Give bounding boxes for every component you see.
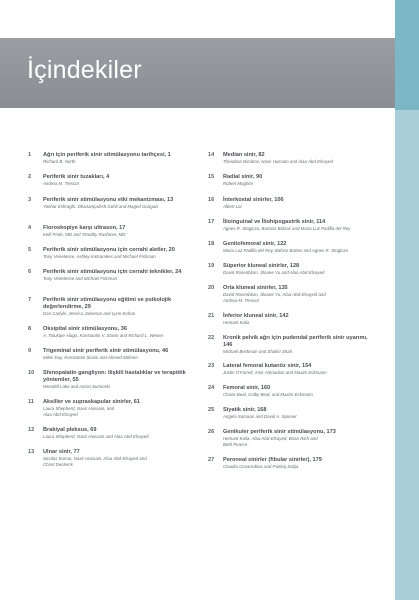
toc-entry[interactable] — [28, 197, 198, 210]
chapter-authors: Dan Carlyle, Jessica Jameson and Lynn Kohan — [43, 311, 136, 316]
toc-entry[interactable] — [208, 313, 378, 326]
chapter-title[interactable]: Genikuler periferik sinir stimülasyonu, 173 — [223, 429, 336, 435]
chapter-authors: Kelli Pride, MD and Timothy Rushmer, MD — [43, 232, 126, 237]
chapter-number: 13 — [28, 449, 35, 455]
chapter-number: 16 — [208, 197, 215, 203]
chapter-authors: Albert Lai — [223, 204, 242, 209]
chapter-number: 25 — [208, 407, 215, 413]
toc-entry[interactable] — [208, 285, 378, 304]
chapter-number: 6 — [28, 269, 32, 275]
chapter-authors: Wendell Lake and Aaron Suminski — [43, 384, 110, 389]
chapter-title[interactable]: Oksipital sinir stimülasyonu, 36 — [43, 326, 127, 332]
chapter-title[interactable]: Periferik sinir stimülasyonu için cerrahi teknikler, 24 — [43, 269, 182, 275]
toc-entry[interactable] — [208, 335, 378, 355]
chapter-number: 7 — [28, 297, 32, 303]
chapter-title[interactable]: Floroskopiye karşı ultrason, 17 — [43, 225, 126, 231]
toc-entry[interactable] — [208, 457, 378, 470]
chapter-authors: Miles Day, Konstantin Slavin and Ahmed Mohren — [43, 355, 138, 360]
chapter-authors: Christ Declerck — [43, 462, 73, 467]
toc-entry[interactable] — [28, 269, 198, 282]
chapter-title[interactable]: Peroneal sinirler (fibular sinirler), 179 — [223, 457, 322, 463]
toc-entry[interactable] — [208, 241, 378, 254]
chapter-title[interactable]: Periferik sinir tuzakları, 4 — [43, 174, 110, 180]
chapter-number: 26 — [208, 429, 215, 435]
chapter-title[interactable]: Brakiyal pleksus, 69 — [43, 427, 97, 433]
chapter-number: 24 — [208, 385, 215, 391]
chapter-authors: Laura Shepherd, Nasir Hussain, and — [43, 406, 115, 411]
chapter-authors: Tony Venetesse, Ashley Katsarakes and Michael Fishman — [43, 254, 156, 259]
chapter-title[interactable]: Sfenopalatin gangliyon: ilişkili hastalıklar ve terapötik yöntemler, 55 — [43, 370, 186, 383]
chapter-authors: Hemant Kalia, Alaa Abd-Elsayed, Brian Rich and — [223, 436, 318, 441]
chapter-title[interactable]: Siyatik sinir, 168 — [223, 407, 267, 413]
toc-entry[interactable] — [28, 152, 198, 165]
chapter-number: 27 — [208, 457, 215, 463]
chapter-authors: Angela Samaan and David A. Spinner — [223, 414, 297, 419]
chapter-title[interactable]: Lateral femoral kutanöz sinir, 154 — [223, 363, 312, 369]
toc-entry[interactable] — [208, 197, 378, 210]
chapter-authors: Maria Luz Padilla del Rey, Bafosz Bartos and Agnes R. Stogicza — [223, 248, 348, 253]
chapter-number: 4 — [28, 225, 32, 231]
chapter-authors: Agnes R. Stogicza, Bartosz Bolzas and Maria Luz Padilla del Rey — [223, 226, 351, 231]
chapter-authors: Nicolas Kumar, Nasir Hussain, Alaa Abd-Elsayed and — [43, 456, 147, 461]
chapter-title[interactable]: Trigeminal sinir periferik sinir stimülasyonu, 46 — [43, 348, 169, 354]
toc-entry[interactable] — [28, 297, 198, 317]
chapter-authors: David Rosenblum, Sloane Yu and Alaa Abd-Elsayed — [223, 270, 325, 275]
chapter-number: 18 — [208, 241, 215, 247]
chapter-title[interactable]: Ağrı için periferik sinir stimülasyonu tarihçesi, 1 — [43, 152, 171, 158]
toc-entry[interactable] — [208, 429, 378, 448]
page-title: İçindekiler — [27, 56, 142, 84]
toc-entry[interactable] — [28, 326, 198, 339]
chapter-title[interactable]: Süperior kluneal sinirler, 128 — [223, 263, 300, 269]
chapter-number: 21 — [208, 313, 215, 319]
toc-entry[interactable] — [208, 174, 378, 187]
chapter-number: 15 — [208, 174, 215, 180]
chapter-number: 22 — [208, 335, 215, 341]
toc-entry[interactable] — [28, 370, 198, 390]
chapter-authors: Hemant Kalia — [223, 320, 250, 325]
chapter-number: 20 — [208, 285, 215, 291]
chapter-title[interactable]: İlioinguinal ve İliohipogastrik sinir, 114 — [223, 219, 326, 225]
toc-entry[interactable] — [28, 174, 198, 187]
chapter-authors: Yashar Eshraghi, Dhanampahsh Gohil and Maged Guirguis — [43, 204, 159, 209]
toc-entry[interactable] — [208, 385, 378, 398]
chapter-number: 23 — [208, 363, 215, 369]
chapter-authors: A. Tolulope Alugo, Konstantin V. Slavin and Richard L. Weiner — [43, 333, 164, 338]
chapter-authors: Tony Venetesse and Michael Fishman — [43, 276, 118, 281]
chapter-number: 5 — [28, 247, 32, 253]
chapter-authors: Robert Moghim — [223, 181, 254, 186]
toc-entry[interactable] — [28, 348, 198, 361]
chapter-number: 14 — [208, 152, 215, 158]
chapter-number: 10 — [28, 370, 35, 376]
toc-entry[interactable] — [208, 263, 378, 276]
toc-entry[interactable] — [28, 449, 198, 468]
chapter-authors: Beth Pearce — [223, 442, 248, 447]
chapter-authors: Claudia Covarrubias and Pankaj Satija — [223, 464, 299, 469]
chapter-authors: Laura Shepherd, Nasir Hussain and Alaa Abd-Elsayed — [43, 434, 149, 439]
chapter-title[interactable]: Kronik pelvik ağrı için pudendal periferik sinir uyarımı, 146 — [223, 335, 368, 348]
chapter-title[interactable]: Periferik sinir stimülasyonu için cerrahi aletler, 20 — [43, 247, 175, 253]
chapter-title[interactable]: Aksiller ve supraskapular sinirler, 61 — [43, 399, 141, 405]
chapter-title[interactable]: Orta kluneal sinirler, 135 — [223, 285, 288, 291]
side-color-strip-top — [395, 0, 419, 110]
chapter-number: 9 — [28, 348, 32, 354]
chapter-authors: Alaa Abd-Elsayed — [43, 412, 78, 417]
chapter-number: 11 — [28, 399, 34, 405]
chapter-authors: Justin O'Farrell, Amir Ahmadian and Maxim Eckmann — [223, 370, 327, 375]
chapter-title[interactable]: Periferik sinir stimülasyonu etki mekanizması, 13 — [43, 197, 174, 203]
toc-entry[interactable] — [28, 399, 198, 418]
toc-entry[interactable] — [28, 225, 198, 238]
chapter-number: 2 — [28, 174, 32, 180]
chapter-number: 12 — [28, 427, 35, 433]
chapter-title[interactable]: İnterkostal sinirler, 106 — [223, 197, 284, 203]
chapter-authors: Chase Beal, Colby Beal, and Maxim Eckmann — [223, 392, 313, 397]
chapter-title[interactable]: Femoral sinir, 160 — [223, 385, 271, 391]
chapter-number: 8 — [28, 326, 32, 332]
chapter-number: 3 — [28, 197, 32, 203]
toc-entry[interactable] — [28, 427, 198, 440]
chapter-authors: Andrea M. Trescot — [223, 298, 259, 303]
chapter-authors: Michael Beckman and Shalini Shah — [223, 349, 293, 354]
chapter-title[interactable]: Radial sinir, 90 — [223, 174, 263, 180]
chapter-title[interactable]: Genitofemoral sinir, 122 — [223, 241, 287, 247]
chapter-authors: David Rosenblum, Sloane Yu, Alaa Abd-Elsayed and — [223, 292, 326, 297]
chapter-number: 1 — [28, 152, 32, 158]
chapter-title[interactable]: Periferik sinir stimülasyonu eğitimi ve psikolojik değerlendirme, 29 — [43, 297, 172, 310]
chapter-title[interactable]: İnferior kluneal sinir, 142 — [223, 313, 289, 319]
chapter-authors: Richard B. North — [43, 159, 76, 164]
chapter-authors: Andrea M. Trescot — [43, 181, 79, 186]
chapter-authors: Theodore Dimitrov, Nasir Hussain and Alaa Abd-Elsayed — [223, 159, 333, 164]
chapter-number: 19 — [208, 263, 215, 269]
toc-entry[interactable] — [208, 363, 378, 376]
chapter-title[interactable]: Ulnar sinir, 77 — [43, 449, 80, 455]
toc-entry[interactable] — [208, 152, 378, 165]
chapter-number: 17 — [208, 219, 215, 225]
toc-entry[interactable] — [208, 219, 378, 232]
chapter-title[interactable]: Median sinir, 82 — [223, 152, 265, 158]
toc-entry[interactable] — [208, 407, 378, 420]
toc-entry[interactable] — [28, 247, 198, 260]
